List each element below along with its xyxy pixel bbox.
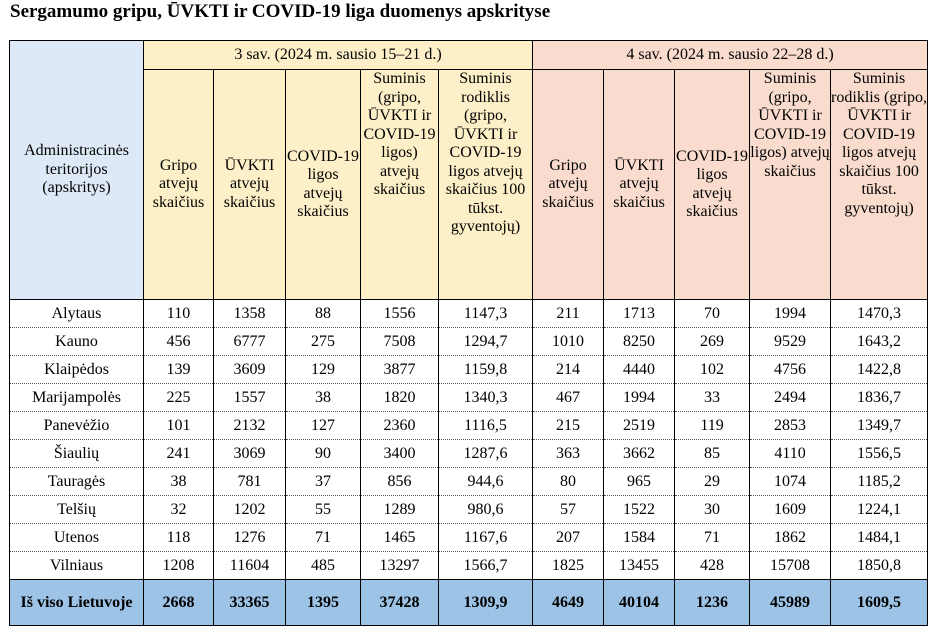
row-label: Šiaulių bbox=[10, 440, 144, 468]
table-cell: 80 bbox=[533, 468, 604, 496]
table-cell: 214 bbox=[533, 356, 604, 384]
table-cell: 129 bbox=[286, 356, 361, 384]
total-row bbox=[10, 580, 928, 626]
table-cell: 8250 bbox=[604, 328, 675, 356]
table-cell: 1116,5 bbox=[439, 412, 533, 440]
table-cell: 15708 bbox=[750, 552, 831, 580]
table-cell: 1825 bbox=[533, 552, 604, 580]
header-row-columns bbox=[10, 70, 928, 300]
table-cell: 965 bbox=[604, 468, 675, 496]
table-cell: 1349,7 bbox=[831, 412, 928, 440]
table-cell: 211 bbox=[533, 300, 604, 328]
table-cell: 980,6 bbox=[439, 496, 533, 524]
table-cell: 1358 bbox=[214, 300, 286, 328]
table-row bbox=[10, 328, 928, 356]
table-cell: 110 bbox=[144, 300, 214, 328]
row-label: Utenos bbox=[10, 524, 144, 552]
table-cell: 3877 bbox=[361, 356, 439, 384]
table-cell: 1836,7 bbox=[831, 384, 928, 412]
table-cell: 4756 bbox=[750, 356, 831, 384]
table-cell: 1074 bbox=[750, 468, 831, 496]
table-cell: 2519 bbox=[604, 412, 675, 440]
table-cell: 33 bbox=[675, 384, 750, 412]
table-cell: 3609 bbox=[214, 356, 286, 384]
table-cell: 1556 bbox=[361, 300, 439, 328]
total-cell: 2668 bbox=[144, 580, 214, 626]
table-row bbox=[10, 496, 928, 524]
table-cell: 1159,8 bbox=[439, 356, 533, 384]
total-cell: 33365 bbox=[214, 580, 286, 626]
table-cell: 1994 bbox=[750, 300, 831, 328]
column-header-uvkti-w3: ŪVKTI atvejų skaičius bbox=[214, 70, 286, 300]
table-cell: 2494 bbox=[750, 384, 831, 412]
table-cell: 1422,8 bbox=[831, 356, 928, 384]
table-cell: 467 bbox=[533, 384, 604, 412]
column-header-covid-w3: COVID-19 ligos atvejų skaičius bbox=[286, 70, 361, 300]
table-cell: 1557 bbox=[214, 384, 286, 412]
table-cell: 127 bbox=[286, 412, 361, 440]
table-cell: 38 bbox=[286, 384, 361, 412]
column-header-flu-w4: Gripo atvejų skaičius bbox=[533, 70, 604, 300]
table-cell: 1994 bbox=[604, 384, 675, 412]
table-cell: 102 bbox=[675, 356, 750, 384]
table-cell: 1484,1 bbox=[831, 524, 928, 552]
total-cell: 45989 bbox=[750, 580, 831, 626]
table-cell: 1208 bbox=[144, 552, 214, 580]
row-label: Marijampolės bbox=[10, 384, 144, 412]
table-cell: 55 bbox=[286, 496, 361, 524]
week-header-3: 3 sav. (2024 m. sausio 15–21 d.) bbox=[144, 41, 533, 70]
table-cell: 1289 bbox=[361, 496, 439, 524]
table-cell: 1294,7 bbox=[439, 328, 533, 356]
table-cell: 1287,6 bbox=[439, 440, 533, 468]
row-label: Vilniaus bbox=[10, 552, 144, 580]
table-cell: 4110 bbox=[750, 440, 831, 468]
total-cell: 1395 bbox=[286, 580, 361, 626]
table-cell: 1713 bbox=[604, 300, 675, 328]
table-cell: 363 bbox=[533, 440, 604, 468]
table-cell: 57 bbox=[533, 496, 604, 524]
table-row bbox=[10, 524, 928, 552]
table-cell: 32 bbox=[144, 496, 214, 524]
row-label: Kauno bbox=[10, 328, 144, 356]
header-row-weeks bbox=[10, 41, 928, 70]
column-header-rate-w3: Suminis rodiklis (gripo, ŪVKTI ir COVID-19 ligos atvejų skaičius 100 tūkst. gyventojų) bbox=[439, 70, 533, 300]
table-cell: 1584 bbox=[604, 524, 675, 552]
total-cell: 1309,9 bbox=[439, 580, 533, 626]
table-cell: 37 bbox=[286, 468, 361, 496]
column-header-sum-w4: Suminis (gripo, ŪVKTI ir COVID-19 ligos) atvejų skaičius bbox=[750, 70, 831, 300]
table-cell: 29 bbox=[675, 468, 750, 496]
week-header-4: 4 sav. (2024 m. sausio 22–28 d.) bbox=[533, 41, 928, 70]
table-cell: 485 bbox=[286, 552, 361, 580]
table-cell: 119 bbox=[675, 412, 750, 440]
total-cell: 4649 bbox=[533, 580, 604, 626]
table-cell: 101 bbox=[144, 412, 214, 440]
table-cell: 1609 bbox=[750, 496, 831, 524]
table-cell: 1010 bbox=[533, 328, 604, 356]
table-cell: 2360 bbox=[361, 412, 439, 440]
column-header-flu-w3: Gripo atvejų skaičius bbox=[144, 70, 214, 300]
table-cell: 1556,5 bbox=[831, 440, 928, 468]
table-cell: 71 bbox=[286, 524, 361, 552]
table-cell: 38 bbox=[144, 468, 214, 496]
table-cell: 90 bbox=[286, 440, 361, 468]
row-label: Tauragės bbox=[10, 468, 144, 496]
table-cell: 1820 bbox=[361, 384, 439, 412]
table-cell: 6777 bbox=[214, 328, 286, 356]
table-cell: 118 bbox=[144, 524, 214, 552]
table-cell: 1465 bbox=[361, 524, 439, 552]
column-header-sum-w3: Suminis (gripo, ŪVKTI ir COVID-19 ligos) atvejų skaičius bbox=[361, 70, 439, 300]
total-cell: 1609,5 bbox=[831, 580, 928, 626]
table-cell: 1850,8 bbox=[831, 552, 928, 580]
table-cell: 225 bbox=[144, 384, 214, 412]
table-cell: 30 bbox=[675, 496, 750, 524]
column-header-uvkti-w4: ŪVKTI atvejų skaičius bbox=[604, 70, 675, 300]
table-cell: 70 bbox=[675, 300, 750, 328]
table-cell: 3662 bbox=[604, 440, 675, 468]
data-table bbox=[9, 40, 928, 626]
table-cell: 88 bbox=[286, 300, 361, 328]
table-cell: 207 bbox=[533, 524, 604, 552]
table-cell: 241 bbox=[144, 440, 214, 468]
table-cell: 1147,3 bbox=[439, 300, 533, 328]
table-cell: 1522 bbox=[604, 496, 675, 524]
table-cell: 1566,7 bbox=[439, 552, 533, 580]
table-cell: 1340,3 bbox=[439, 384, 533, 412]
column-header-covid-w4: COVID-19 ligos atvejų skaičius bbox=[675, 70, 750, 300]
table-cell: 13455 bbox=[604, 552, 675, 580]
table-row bbox=[10, 552, 928, 580]
table-row bbox=[10, 300, 928, 328]
row-label: Panevėžio bbox=[10, 412, 144, 440]
column-header-rate-w4: Suminis rodiklis (gripo, ŪVKTI ir COVID-19 ligos atvejų skaičius 100 tūkst. gyventojų) bbox=[831, 70, 928, 300]
page-title: Sergamumo gripu, ŪVKTI ir COVID-19 liga duomenys apskrityse bbox=[10, 1, 551, 22]
table-cell: 3069 bbox=[214, 440, 286, 468]
table-cell: 1470,3 bbox=[831, 300, 928, 328]
table-cell: 2132 bbox=[214, 412, 286, 440]
table-cell: 4440 bbox=[604, 356, 675, 384]
row-label: Alytaus bbox=[10, 300, 144, 328]
column-header-admin: Administracinės teritorijos (apskritys) bbox=[10, 41, 144, 300]
table-row bbox=[10, 384, 928, 412]
table-cell: 1862 bbox=[750, 524, 831, 552]
table-cell: 456 bbox=[144, 328, 214, 356]
table-row bbox=[10, 468, 928, 496]
table-cell: 1276 bbox=[214, 524, 286, 552]
table-cell: 13297 bbox=[361, 552, 439, 580]
table-cell: 1185,2 bbox=[831, 468, 928, 496]
table-cell: 1167,6 bbox=[439, 524, 533, 552]
total-cell: 37428 bbox=[361, 580, 439, 626]
table-cell: 9529 bbox=[750, 328, 831, 356]
table-cell: 3400 bbox=[361, 440, 439, 468]
table-cell: 856 bbox=[361, 468, 439, 496]
table-row bbox=[10, 440, 928, 468]
table-cell: 71 bbox=[675, 524, 750, 552]
table-cell: 944,6 bbox=[439, 468, 533, 496]
table-cell: 275 bbox=[286, 328, 361, 356]
table-cell: 428 bbox=[675, 552, 750, 580]
table-cell: 781 bbox=[214, 468, 286, 496]
row-label: Klaipėdos bbox=[10, 356, 144, 384]
table-cell: 7508 bbox=[361, 328, 439, 356]
table-cell: 1224,1 bbox=[831, 496, 928, 524]
table-cell: 85 bbox=[675, 440, 750, 468]
row-label: Telšių bbox=[10, 496, 144, 524]
table-cell: 1643,2 bbox=[831, 328, 928, 356]
total-cell: 1236 bbox=[675, 580, 750, 626]
table-cell: 1202 bbox=[214, 496, 286, 524]
table-row bbox=[10, 412, 928, 440]
table-cell: 139 bbox=[144, 356, 214, 384]
total-row-label: Iš viso Lietuvoje bbox=[10, 580, 144, 626]
table-cell: 215 bbox=[533, 412, 604, 440]
table-cell: 2853 bbox=[750, 412, 831, 440]
table-row bbox=[10, 356, 928, 384]
table-cell: 269 bbox=[675, 328, 750, 356]
total-cell: 40104 bbox=[604, 580, 675, 626]
table-cell: 11604 bbox=[214, 552, 286, 580]
